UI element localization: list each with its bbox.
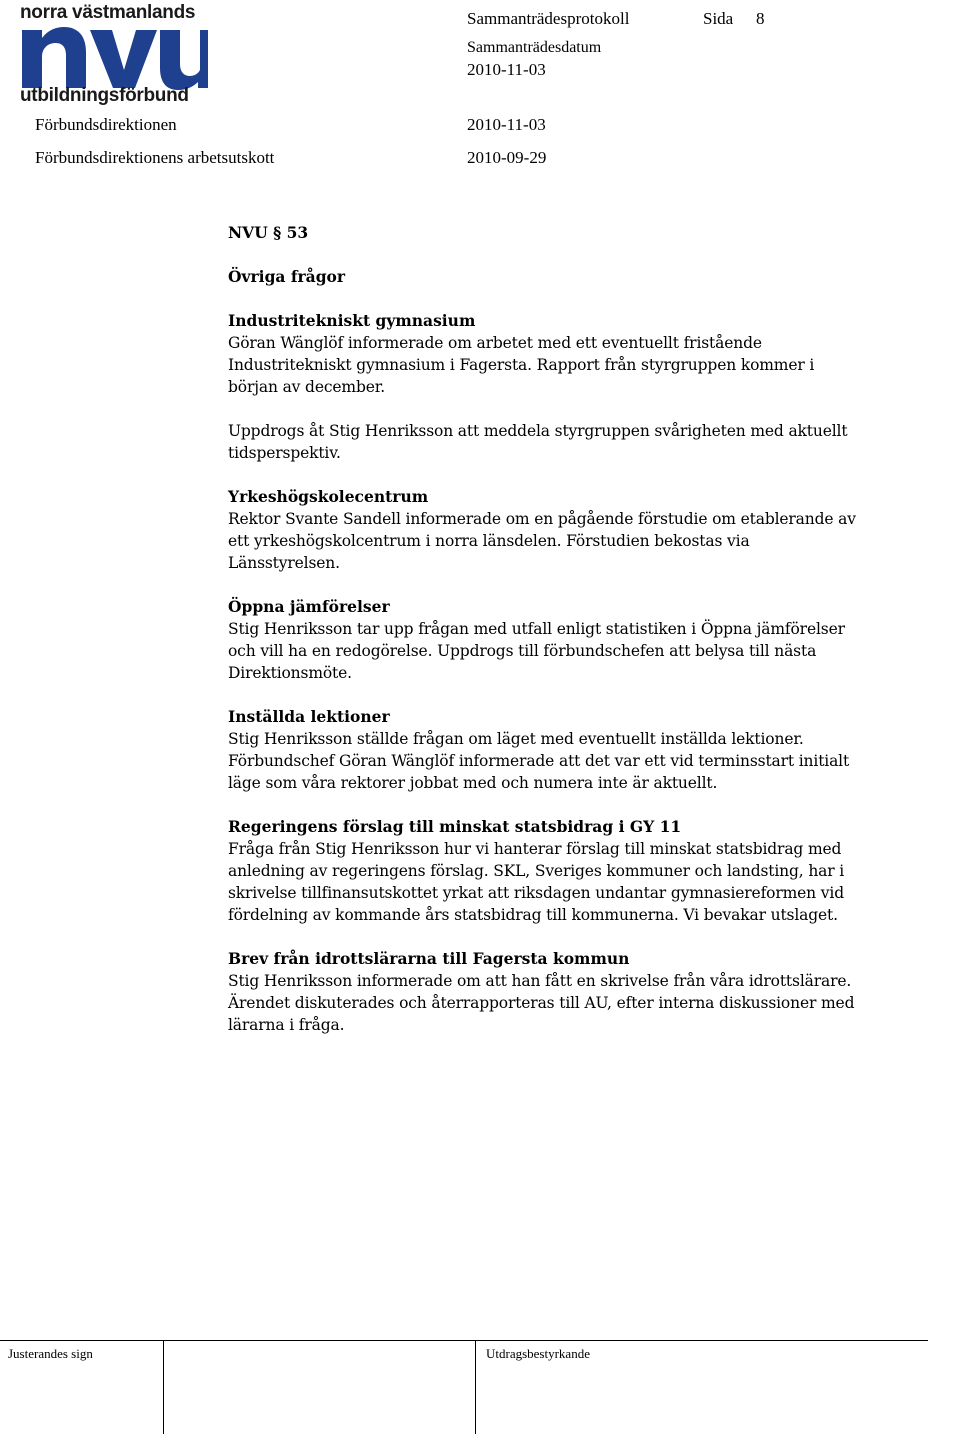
- protocol-label: Sammanträdesprotokoll: [467, 9, 630, 28]
- section-line: Förbundschef Göran Wänglöf informerade att det var ett vid terminsstart initialt: [228, 752, 850, 770]
- section-line: Industritekniskt gymnasium i Fagersta. Rapport från styrgruppen kommer i: [228, 356, 815, 374]
- section-line: läge som våra rektorer jobbat med och numera inte är aktuellt.: [228, 774, 718, 792]
- nvu-logo: [20, 2, 210, 108]
- agenda-section: [228, 948, 960, 1036]
- section-title: Brev från idrottslärarna till Fagersta kommun: [228, 949, 630, 968]
- page-number: 8: [756, 9, 765, 28]
- section-title: Industritekniskt gymnasium: [228, 311, 476, 330]
- agenda-section: [228, 486, 960, 574]
- section-title: Inställda lektioner: [228, 707, 390, 726]
- section-title: Öppna jämförelser: [228, 597, 390, 616]
- logo-bottom-text: utbildningsförbund: [20, 85, 189, 106]
- section-line: Stig Henriksson ställde frågan om läget med eventuellt inställda lektioner.: [228, 730, 804, 748]
- agenda-section: [228, 596, 960, 684]
- header-row-body: Förbundsdirektionens arbetsutskott: [35, 148, 275, 167]
- certify-label: Utdragsbestyrkande: [486, 1346, 590, 1361]
- paragraph-reference: NVU § 53: [228, 223, 309, 242]
- logo-mark: [20, 20, 208, 90]
- section-line: Direktionsmöte.: [228, 664, 352, 682]
- main-title: Övriga frågor: [228, 267, 346, 286]
- page-label: Sida: [703, 9, 734, 28]
- section-line: Uppdrogs åt Stig Henriksson att meddela styrgruppen svårigheten med aktuellt: [228, 422, 848, 440]
- section-line: och vill ha en redogörelse. Uppdrogs till förbundschefen att belysa till nästa: [228, 642, 817, 660]
- section-line: tidsperspektiv.: [228, 444, 341, 462]
- header-row-date: 2010-09-29: [467, 148, 547, 167]
- section-title: Yrkeshögskolecentrum: [228, 487, 429, 506]
- section-line: Stig Henriksson tar upp frågan med utfall enligt statistiken i Öppna jämförelser: [228, 620, 845, 638]
- section-line: lärarna i fråga.: [228, 1016, 345, 1034]
- agenda-section: [228, 310, 960, 464]
- certify-cell-divider: [475, 1341, 477, 1434]
- section-line: skrivelse tillfinansutskottet yrkat att riksdagen undantar gymnasiereformen vid: [228, 884, 844, 902]
- section-line: Stig Henriksson informerade om att han fått en skrivelse från våra idrottslärare.: [228, 972, 852, 990]
- agenda-section: [228, 706, 960, 794]
- section-line: Länsstyrelsen.: [228, 554, 340, 572]
- section-line: Fråga från Stig Henriksson hur vi hanterar förslag till minskat statsbidrag med: [228, 840, 842, 858]
- signature-footer: [0, 1340, 928, 1434]
- logo-top-text: norra västmanlands: [20, 2, 196, 23]
- section-title: Regeringens förslag till minskat statsbidrag i GY 11: [228, 817, 682, 836]
- header-row-date: 2010-11-03: [467, 115, 546, 134]
- section-line: början av december.: [228, 378, 386, 396]
- section-line: ett yrkeshögskolcentrum i norra länsdelen. Förstudien bekostas via: [228, 532, 750, 550]
- meeting-date: 2010-11-03: [467, 60, 546, 79]
- agenda-section: [228, 816, 960, 926]
- meeting-date-label: Sammanträdesdatum: [467, 39, 602, 56]
- minutes-body: [228, 222, 960, 1036]
- section-line: anledning av regeringens förslag. SKL, Sveriges kommuner och landsting, har i: [228, 862, 845, 880]
- section-line: Ärendet diskuterades och återrapporteras till AU, efter interna diskussioner med: [228, 994, 855, 1012]
- header-row-body: Förbundsdirektionen: [35, 115, 177, 134]
- sign-cell: [0, 1341, 164, 1434]
- section-line: Rektor Svante Sandell informerade om en pågående förstudie om etablerande av: [228, 510, 856, 528]
- section-line: Göran Wänglöf informerade om arbetet med ett eventuellt fristående: [228, 334, 762, 352]
- sign-label: Justerandes sign: [8, 1346, 93, 1361]
- section-line: fördelning av kommande års statsbidrag till kommunerna. Vi bevakar utslaget.: [228, 906, 838, 924]
